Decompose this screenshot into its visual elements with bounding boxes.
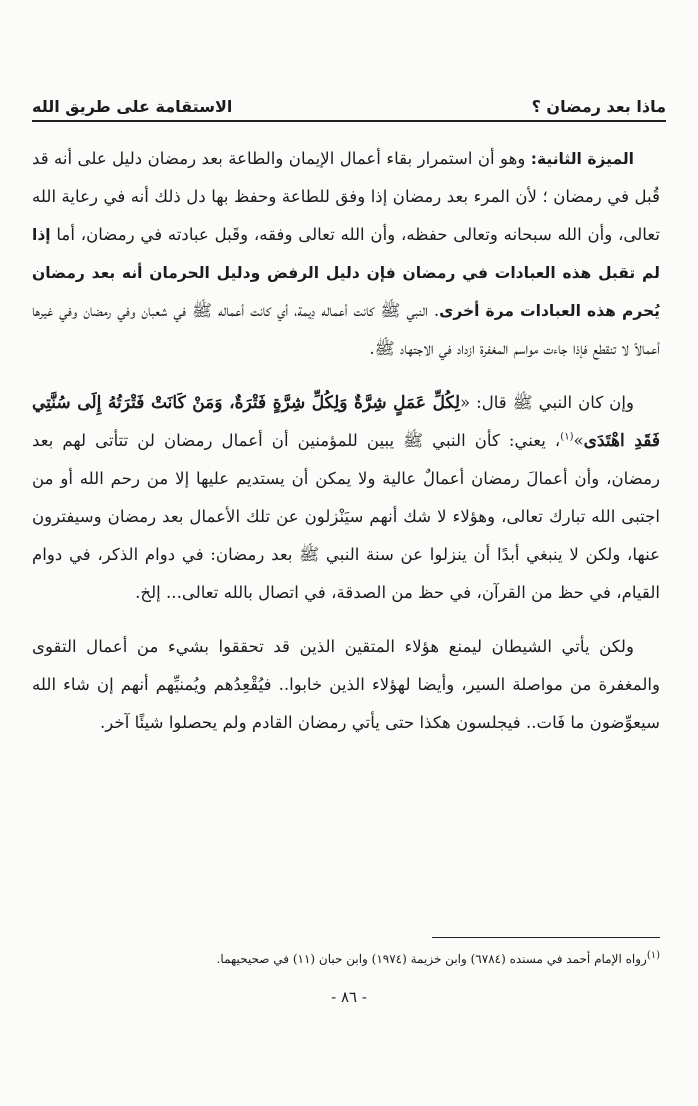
footnote-text: رواه الإمام أحمد في مسنده (٦٧٨٤) وابن خزيمة (١٩٧٤) وابن حبان (١١) في صحيحيهما. bbox=[216, 952, 647, 966]
main-text bbox=[32, 140, 660, 742]
book-title: الاستقامة على طريق الله bbox=[32, 97, 233, 116]
quote-close: » bbox=[573, 431, 584, 450]
paragraph-text: وإن كان النبي ﷺ قال: « bbox=[460, 393, 634, 412]
paragraph-text: . النبي ﷺ كانت أعماله دِيمة، أي كانت أعماله ﷺ في شعبان وفي رمضان وفي غيرها أعمالاً لا تنقطع فإذا جاءت مواسم المغفرة ازداد في الاجتهاد ﷺ. bbox=[32, 301, 660, 358]
header-divider bbox=[32, 120, 666, 122]
paragraph-hadith bbox=[32, 384, 660, 612]
emphasized-text: إذا لم تقبل هذه العبادات في رمضان فإن دليل الرفض ودليل الحرمان أنه بعد رمضان يُحرم هذه العبادات مرة أخرى bbox=[32, 226, 660, 320]
footnote-marker: (١) bbox=[560, 431, 574, 443]
paragraph-text: ، يعني: كأن النبي ﷺ يبين للمؤمنين أن أعمال رمضان لن تتأتى لهم بعد رمضان، وأن أعمالَ رمضان أعمالٌ عالية ولا يمكن أن يستديم عليها إلا من رحم الله أو من اجتبى الله تبارك تعالى، وهؤلاء لا شك أنهم سيَنْزلون عن تلك الأعمال بعد رمضان وسيفترون عنها، ولكن لا ينبغي أبدًا أن ينزلوا عن سنة النبي ﷺ بعد رمضان: في دوام الذكر، في دوام القيام، في حظ من القرآن، في حظ من الصدقة، في اتصال بالله تعالى... إلخ. bbox=[32, 431, 660, 602]
page-number: - ٨٦ - bbox=[331, 988, 367, 1006]
lead-label: الميزة الثانية: bbox=[530, 150, 634, 168]
chapter-title: ماذا بعد رمضان ؟ bbox=[531, 97, 666, 116]
footnote-divider bbox=[432, 937, 660, 938]
paragraph-second-feature bbox=[32, 140, 660, 368]
paragraph-text: وهو أن استمرار بقاء أعمال الإيمان والطاعة بعد رمضان دليل على أنه قد قُبل في رمضان ؛ لأن المرء بعد رمضان إذا وفق للطاعة وحفظ بها دل ذلك أنه في رعاية الله تعالى، وأن الله سبحانه وتعالى حفظه، وأن الله تعالى وفقه، وقَبل عبادته في رمضان، أما bbox=[32, 149, 660, 244]
paragraph-satan bbox=[32, 628, 660, 742]
running-header bbox=[32, 84, 666, 116]
footnote bbox=[32, 948, 660, 970]
paragraph-text: ولكن يأتي الشيطان ليمنع هؤلاء المتقين الذين قد تحققوا بشيء من أعمال التقوى والمغفرة من مواصلة السير، وأيضا لهؤلاء الذين خابوا.. فيُقْعِدُهم ويُمنيِّهم أنهم إن شاء الله سيعوِّضون ما فَات.. فيجلسون هكذا حتى يأتي رمضان القادم ولم يحصلوا شيئًا آخر. bbox=[32, 637, 660, 732]
hadith-quote: لِكُلِّ عَمَلٍ شِرَّةٌ وَلِكُلِّ شِرَّةٍ فَتْرَةٌ، وَمَنْ كَانَتْ فَتْرَتُهُ إِلَى سُنَّتِي فَقَدِ اهْتَدَى bbox=[32, 393, 660, 451]
footnote-number: (١) bbox=[646, 950, 660, 961]
